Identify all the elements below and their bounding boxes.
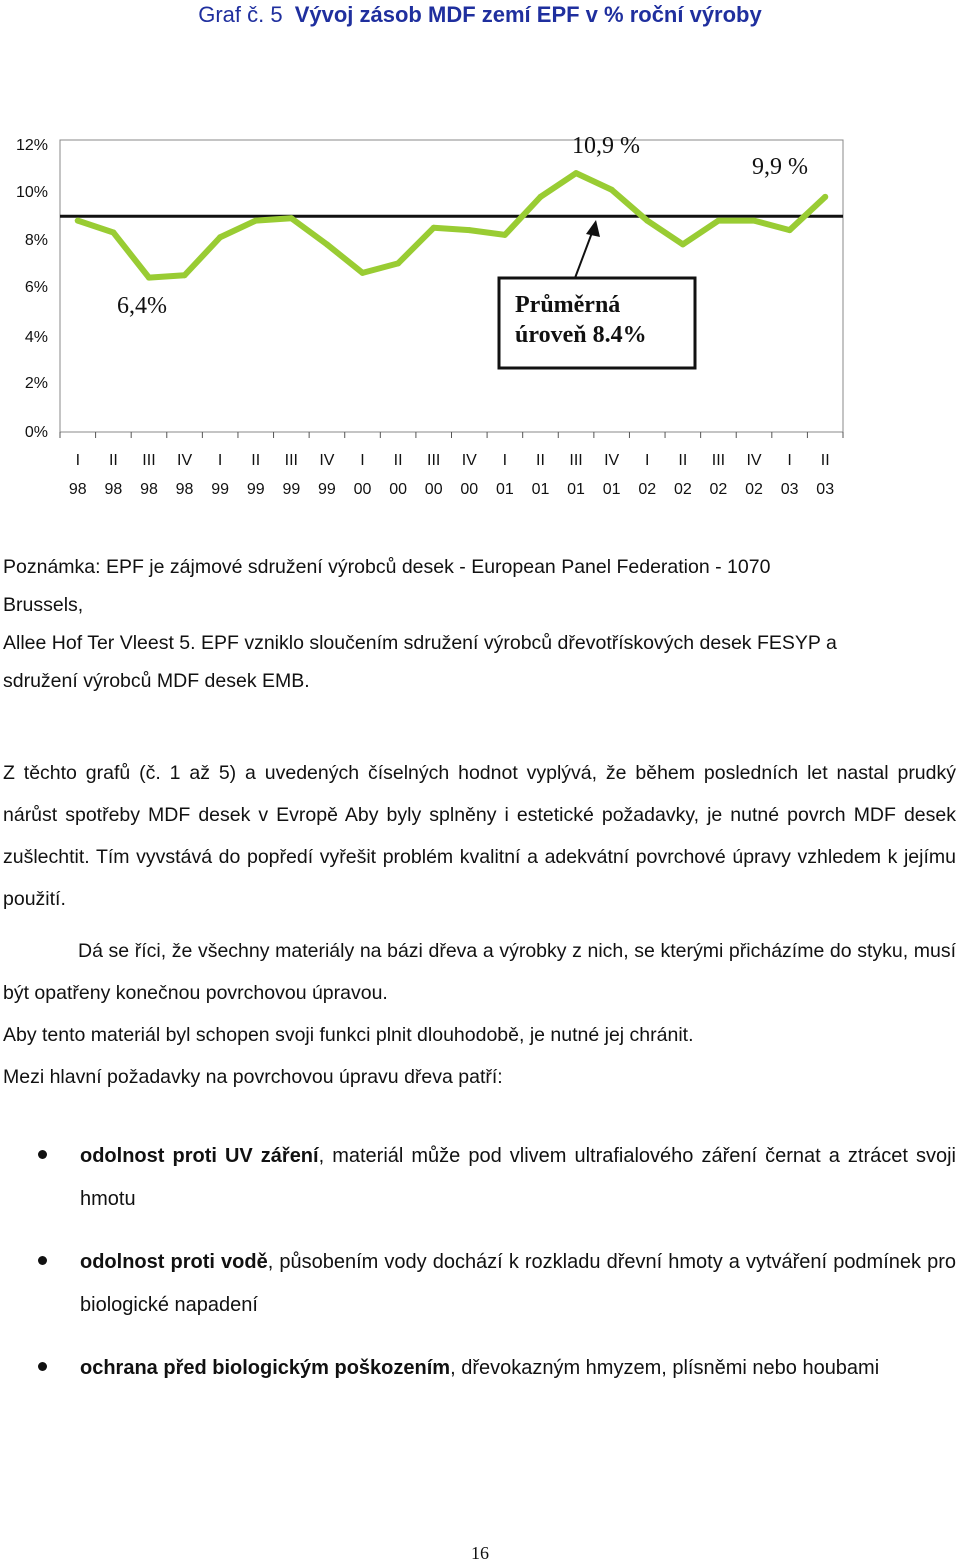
x-tick-quarter: III bbox=[569, 452, 583, 469]
series-group bbox=[75, 170, 828, 281]
data-point bbox=[360, 270, 366, 276]
data-point bbox=[253, 218, 259, 224]
list-item-bold: ochrana před biologickým poškozením bbox=[80, 1357, 451, 1379]
x-tick-quarter: I bbox=[787, 452, 792, 469]
x-tick-quarter: I bbox=[217, 452, 223, 469]
bullet-icon bbox=[38, 1150, 47, 1159]
data-point bbox=[146, 275, 152, 281]
x-tick-year: 02 bbox=[638, 481, 657, 498]
x-tick-quarter: I bbox=[360, 452, 365, 469]
note-line-2: Brussels, bbox=[3, 594, 84, 616]
average-arrow-head bbox=[586, 220, 600, 237]
data-point bbox=[787, 227, 793, 233]
data-point bbox=[217, 234, 223, 240]
data-point bbox=[609, 187, 615, 193]
x-tick-quarter: II bbox=[678, 452, 688, 469]
y-tick-label: 12% bbox=[15, 137, 48, 154]
list-item-text bbox=[80, 1241, 956, 1327]
x-tick-year: 03 bbox=[780, 481, 799, 498]
x-tick-year: 03 bbox=[816, 481, 835, 498]
data-point bbox=[110, 230, 116, 236]
data-point bbox=[573, 170, 579, 176]
y-tick-label: 8% bbox=[24, 232, 48, 249]
x-tick-quarter: I bbox=[502, 452, 508, 469]
page-number: 16 bbox=[471, 1543, 489, 1563]
chart-subtitle: Vývoj zásob MDF zemí EPF v % roční výroby bbox=[294, 2, 762, 27]
line-chart bbox=[0, 120, 960, 520]
x-tick-year: 98 bbox=[104, 481, 123, 498]
chart-title-label: Graf č. 5 bbox=[198, 2, 283, 27]
x-tick-year: 01 bbox=[567, 481, 585, 498]
data-point bbox=[680, 241, 686, 247]
data-point bbox=[751, 218, 757, 224]
bullet-icon bbox=[38, 1256, 47, 1265]
body-text-2: Dá se říci, že všechny materiály na bázi dřeva a výrobky z nich, se kterými přicházíme do styku, musí být opatřeny konečnou povrchovou úpravou. bbox=[3, 940, 956, 1004]
x-tick-year: 98 bbox=[68, 481, 87, 498]
y-tick-label: 4% bbox=[24, 329, 48, 346]
max-value-label: 10,9 % bbox=[572, 133, 640, 159]
note-line-4: sdružení výrobců MDF desek EMB. bbox=[3, 670, 310, 692]
x-tick-year: 00 bbox=[424, 481, 443, 498]
x-tick-quarter: III bbox=[284, 452, 299, 469]
note-line-1: Poznámka: EPF je zájmové sdružení výrobců desek - European Panel Federation - 1070 bbox=[3, 556, 771, 578]
x-tick-quarter: II bbox=[108, 452, 118, 469]
list-item-text bbox=[80, 1347, 956, 1390]
note-line-3: Allee Hof Ter Vleest 5. EPF vzniklo sloučením sdružení výrobců dřevotřískových desek FESYP a bbox=[3, 632, 837, 654]
data-point bbox=[466, 227, 472, 233]
plot-border bbox=[60, 140, 843, 432]
x-tick-quarter: IV bbox=[746, 452, 762, 469]
body-paragraphs bbox=[3, 930, 956, 1098]
chart-title bbox=[0, 2, 960, 28]
y-tick-label: 10% bbox=[15, 184, 48, 201]
data-point bbox=[431, 225, 437, 231]
body-text-3: Aby tento materiál byl schopen svoji funkci plnit dlouhodobě, je nutné jej chránit. bbox=[3, 1024, 694, 1046]
x-tick-quarter: IV bbox=[604, 452, 620, 469]
data-point bbox=[502, 232, 508, 238]
list-item-text bbox=[80, 1135, 956, 1221]
y-tick-label: 0% bbox=[24, 424, 48, 441]
x-tick-year: 99 bbox=[282, 481, 301, 498]
series-line bbox=[78, 173, 825, 278]
bullet-icon bbox=[38, 1362, 47, 1371]
data-point bbox=[324, 241, 330, 247]
average-box-line2: úroveň 8.4% bbox=[515, 322, 647, 348]
list-item-rest: , materiál může pod vlivem ultrafialového záření černat a ztrácet svoji hmotu bbox=[80, 1145, 956, 1210]
x-tick-quarter: III bbox=[711, 452, 726, 469]
y-axis-ticks bbox=[16, 137, 48, 441]
x-tick-quarter: III bbox=[142, 452, 156, 469]
data-point bbox=[822, 194, 828, 200]
x-tick-year: 00 bbox=[389, 481, 408, 498]
x-tick-year: 00 bbox=[460, 481, 479, 498]
x-tick-year: 98 bbox=[140, 481, 158, 498]
list-item-rest: , působením vody dochází k rozkladu dřevní hmoty a vytváření podmínek pro biologické napadení bbox=[80, 1251, 957, 1316]
list-item-bold: odolnost proti vodě bbox=[80, 1251, 268, 1273]
x-tick-year: 01 bbox=[531, 481, 550, 498]
x-tick-quarter: II bbox=[820, 452, 830, 469]
x-tick-quarter: II bbox=[536, 452, 545, 469]
average-arrow-line bbox=[575, 230, 593, 278]
x-tick-year: 99 bbox=[246, 481, 265, 498]
data-point bbox=[644, 218, 650, 224]
data-point bbox=[537, 194, 543, 200]
body-text-4: Mezi hlavní požadavky na povrchovou úpravu dřeva patří: bbox=[3, 1066, 503, 1088]
x-tick-year: 02 bbox=[745, 481, 763, 498]
body-paragraph-1 bbox=[3, 752, 956, 920]
x-tick-quarter: I bbox=[75, 452, 81, 469]
x-tick-year: 00 bbox=[353, 481, 372, 498]
data-point bbox=[288, 215, 294, 221]
y-tick-label: 2% bbox=[24, 375, 48, 392]
y-tick-label: 6% bbox=[24, 279, 48, 296]
x-tick-quarter: III bbox=[427, 452, 441, 469]
x-tick-year: 99 bbox=[211, 481, 230, 498]
x-axis-ticks bbox=[60, 432, 843, 498]
data-point bbox=[75, 218, 81, 224]
x-tick-quarter: I bbox=[645, 452, 650, 469]
x-tick-year: 98 bbox=[175, 481, 194, 498]
x-tick-quarter: II bbox=[393, 452, 403, 469]
last-value-label: 9,9 % bbox=[752, 154, 808, 180]
x-tick-quarter: IV bbox=[319, 452, 335, 469]
x-tick-quarter: IV bbox=[461, 452, 477, 469]
x-tick-year: 01 bbox=[495, 481, 514, 498]
average-box-line1: Průměrná bbox=[515, 292, 621, 318]
x-tick-quarter: IV bbox=[177, 452, 193, 469]
x-tick-year: 02 bbox=[673, 481, 692, 498]
x-tick-year: 01 bbox=[602, 481, 621, 498]
data-point bbox=[715, 218, 721, 224]
data-point bbox=[182, 272, 188, 278]
x-tick-year: 99 bbox=[318, 481, 336, 498]
x-tick-year: 02 bbox=[709, 481, 728, 498]
list-item-rest: , dřevokazným hmyzem, plísněmi nebo houbami bbox=[450, 1357, 880, 1379]
min-value-label: 6,4% bbox=[117, 293, 167, 319]
chart-note bbox=[3, 548, 956, 700]
annotations-group bbox=[117, 133, 808, 368]
plot-frame bbox=[60, 140, 843, 432]
body-text-1: Z těchto grafů (č. 1 až 5) a uvedených číselných hodnot vyplývá, že během posledních let nastal prudký nárůst spotřeby MDF desek v Evropě Aby byly splněny i estetické požadavky, je nutné povrch MDF desek zušlechtit. Tím vyvstává do popředí vyřešit problém kvalitní a adekvátní povrchové úpravy vzhledem k jejímu použití. bbox=[3, 762, 956, 910]
list-item-bold: odolnost proti UV záření bbox=[80, 1145, 319, 1167]
x-tick-quarter: II bbox=[251, 452, 261, 469]
data-point bbox=[395, 260, 401, 266]
